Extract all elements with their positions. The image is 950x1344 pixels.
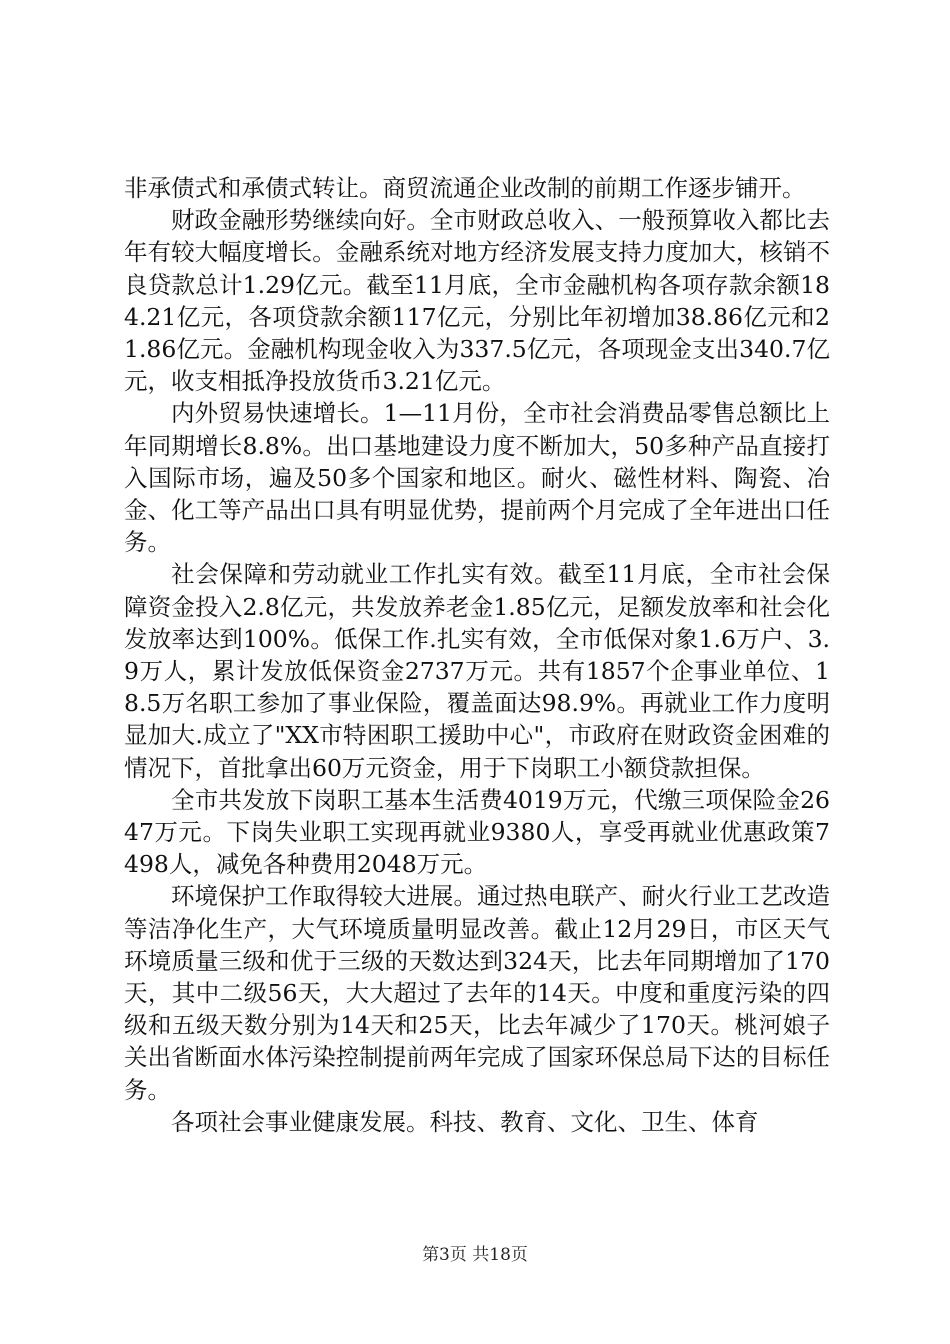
paragraph-social-undertakings: 各项社会事业健康发展。科技、教育、文化、卫生、体育 — [171, 1107, 759, 1136]
paragraph-continuation: 非承债式和承债式转让。商贸流通企业改制的前期工作逐步铺开。 — [124, 174, 806, 202]
paragraph-social-security: 社会保障和劳动就业工作扎实有效。截至11月底，全市社会保障资金投入2.8亿元，共发放养老金1.85亿元，足额发放率和社会化发放率达到100%。低保工作.扎实有效，全市低保对象1.6万户、3.9万人，累计发放低保资金2737万元。共有1857个企事业单位、18.5万名职工参加了事业保险，覆盖面达98.9%。再就业工作力度明显加大.成立了"XX市特困职工援助中心"，市政府在财政资金困难的情况下，首批拿出60万元资金，用于下岗职工小额贷款担保。 — [124, 560, 830, 782]
paragraph-finance: 财政金融形势继续向好。全市财政总收入、一般预算收入都比去年有较大幅度增长。金融系统对地方经济发展支持力度加大，核销不良贷款总计1.29亿元。截至11月底，全市金融机构各项存款余额184.21亿元，各项贷款余额117亿元，分别比年初增加38.86亿元和21.86亿元。金融机构现金收入为337.5亿元，各项现金支出340.7亿元，收支相抵净投放货币3.21亿元。 — [124, 206, 830, 396]
page-number-footer: 第3页 共18页 — [422, 1245, 528, 1265]
paragraph-trade: 内外贸易快速增长。1—11月份，全市社会消费品零售总额比上年同期增长8.8%。出口基地建设力度不断加大，50多种产品直接打入国际市场，遍及50多个国家和地区。耐火、磁性材料、陶瓷、冶金、化工等产品出口具有明显优势，提前两个月完成了全年进出口任务。 — [124, 399, 830, 557]
paragraph-reemployment: 全市共发放下岗职工基本生活费4019万元，代缴三项保险金2647万元。下岗失业职工实现再就业9380人，享受再就业优惠政策7498人，减免各种费用2048万元。 — [124, 785, 830, 879]
document-body — [124, 172, 830, 1138]
paragraph-environment: 环境保护工作取得较大进展。通过热电联产、耐火行业工艺改造等洁净化生产，大气环境质量明显改善。截止12月29日，市区天气环境质量三级和优于三级的天数达到324天，比去年同期增加了170天，其中二级56天，大大超过了去年的14天。中度和重度污染的四级和五级天数分别为14天和25天，比去年减少了170天。桃河娘子关出省断面水体污染控制提前两年完成了国家环保总局下达的目标任务。 — [124, 882, 830, 1104]
